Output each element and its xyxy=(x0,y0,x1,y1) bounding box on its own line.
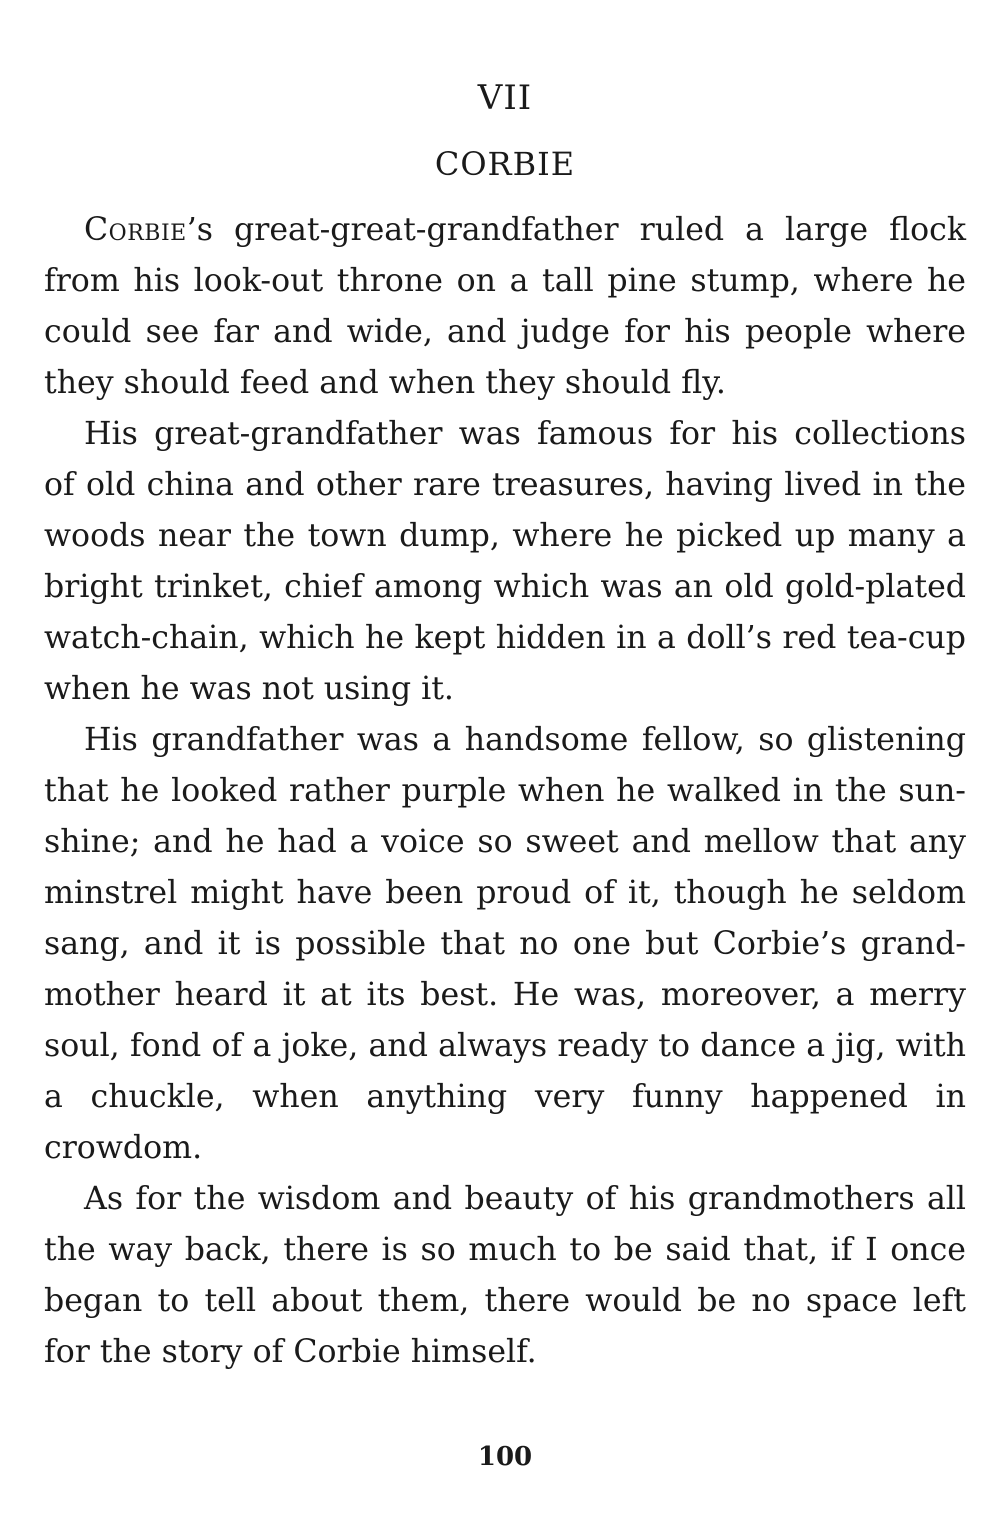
paragraph-text: His grandfather was a handsome fellow, so glistening that he looked rather purple when he walked in the sun-shine; and he had a voice so sweet and mellow that any minstrel might have been proud of it, though he seldom sang, and it is possible that no one but Corbie’s grand-mother heard it at its best. He was, moreover, a merry soul, fond of a joke, and always ready to dance a jig, with a chuckle, when anything very funny happened in crowdom. xyxy=(44,721,966,1166)
chapter-number: VII xyxy=(477,78,533,118)
book-page xyxy=(44,80,966,1480)
page-number: 100 xyxy=(477,1442,533,1472)
paragraph-3 xyxy=(44,715,966,1174)
paragraph-text: As for the wisdom and beauty of his grandmothers all the way back, there is so much to be said that, if I once began to tell about them, there would be no space left for the story of Corbie himself. xyxy=(44,1180,966,1370)
paragraph-4 xyxy=(44,1174,966,1378)
paragraph-text: His great-grandfather was famous for his collections of old china and other rare treasures, having lived in the woods near the town dump, where he picked up many a bright trinket, chief among which was an old gold-plated watch-chain, which he kept hidden in a doll’s red tea-cup when he was not using it. xyxy=(44,415,966,707)
paragraph-1 xyxy=(44,205,966,409)
paragraph-lead-word: Corbie xyxy=(84,211,187,248)
paragraph-text: ’s great-great-grandfather ruled a large flock from his look-out throne on a tall pine stump, where he could see far and wide, and judge for his people where they should feed and when they should fly. xyxy=(44,211,966,401)
chapter-title: CORBIE xyxy=(434,145,576,184)
paragraph-2 xyxy=(44,409,966,715)
